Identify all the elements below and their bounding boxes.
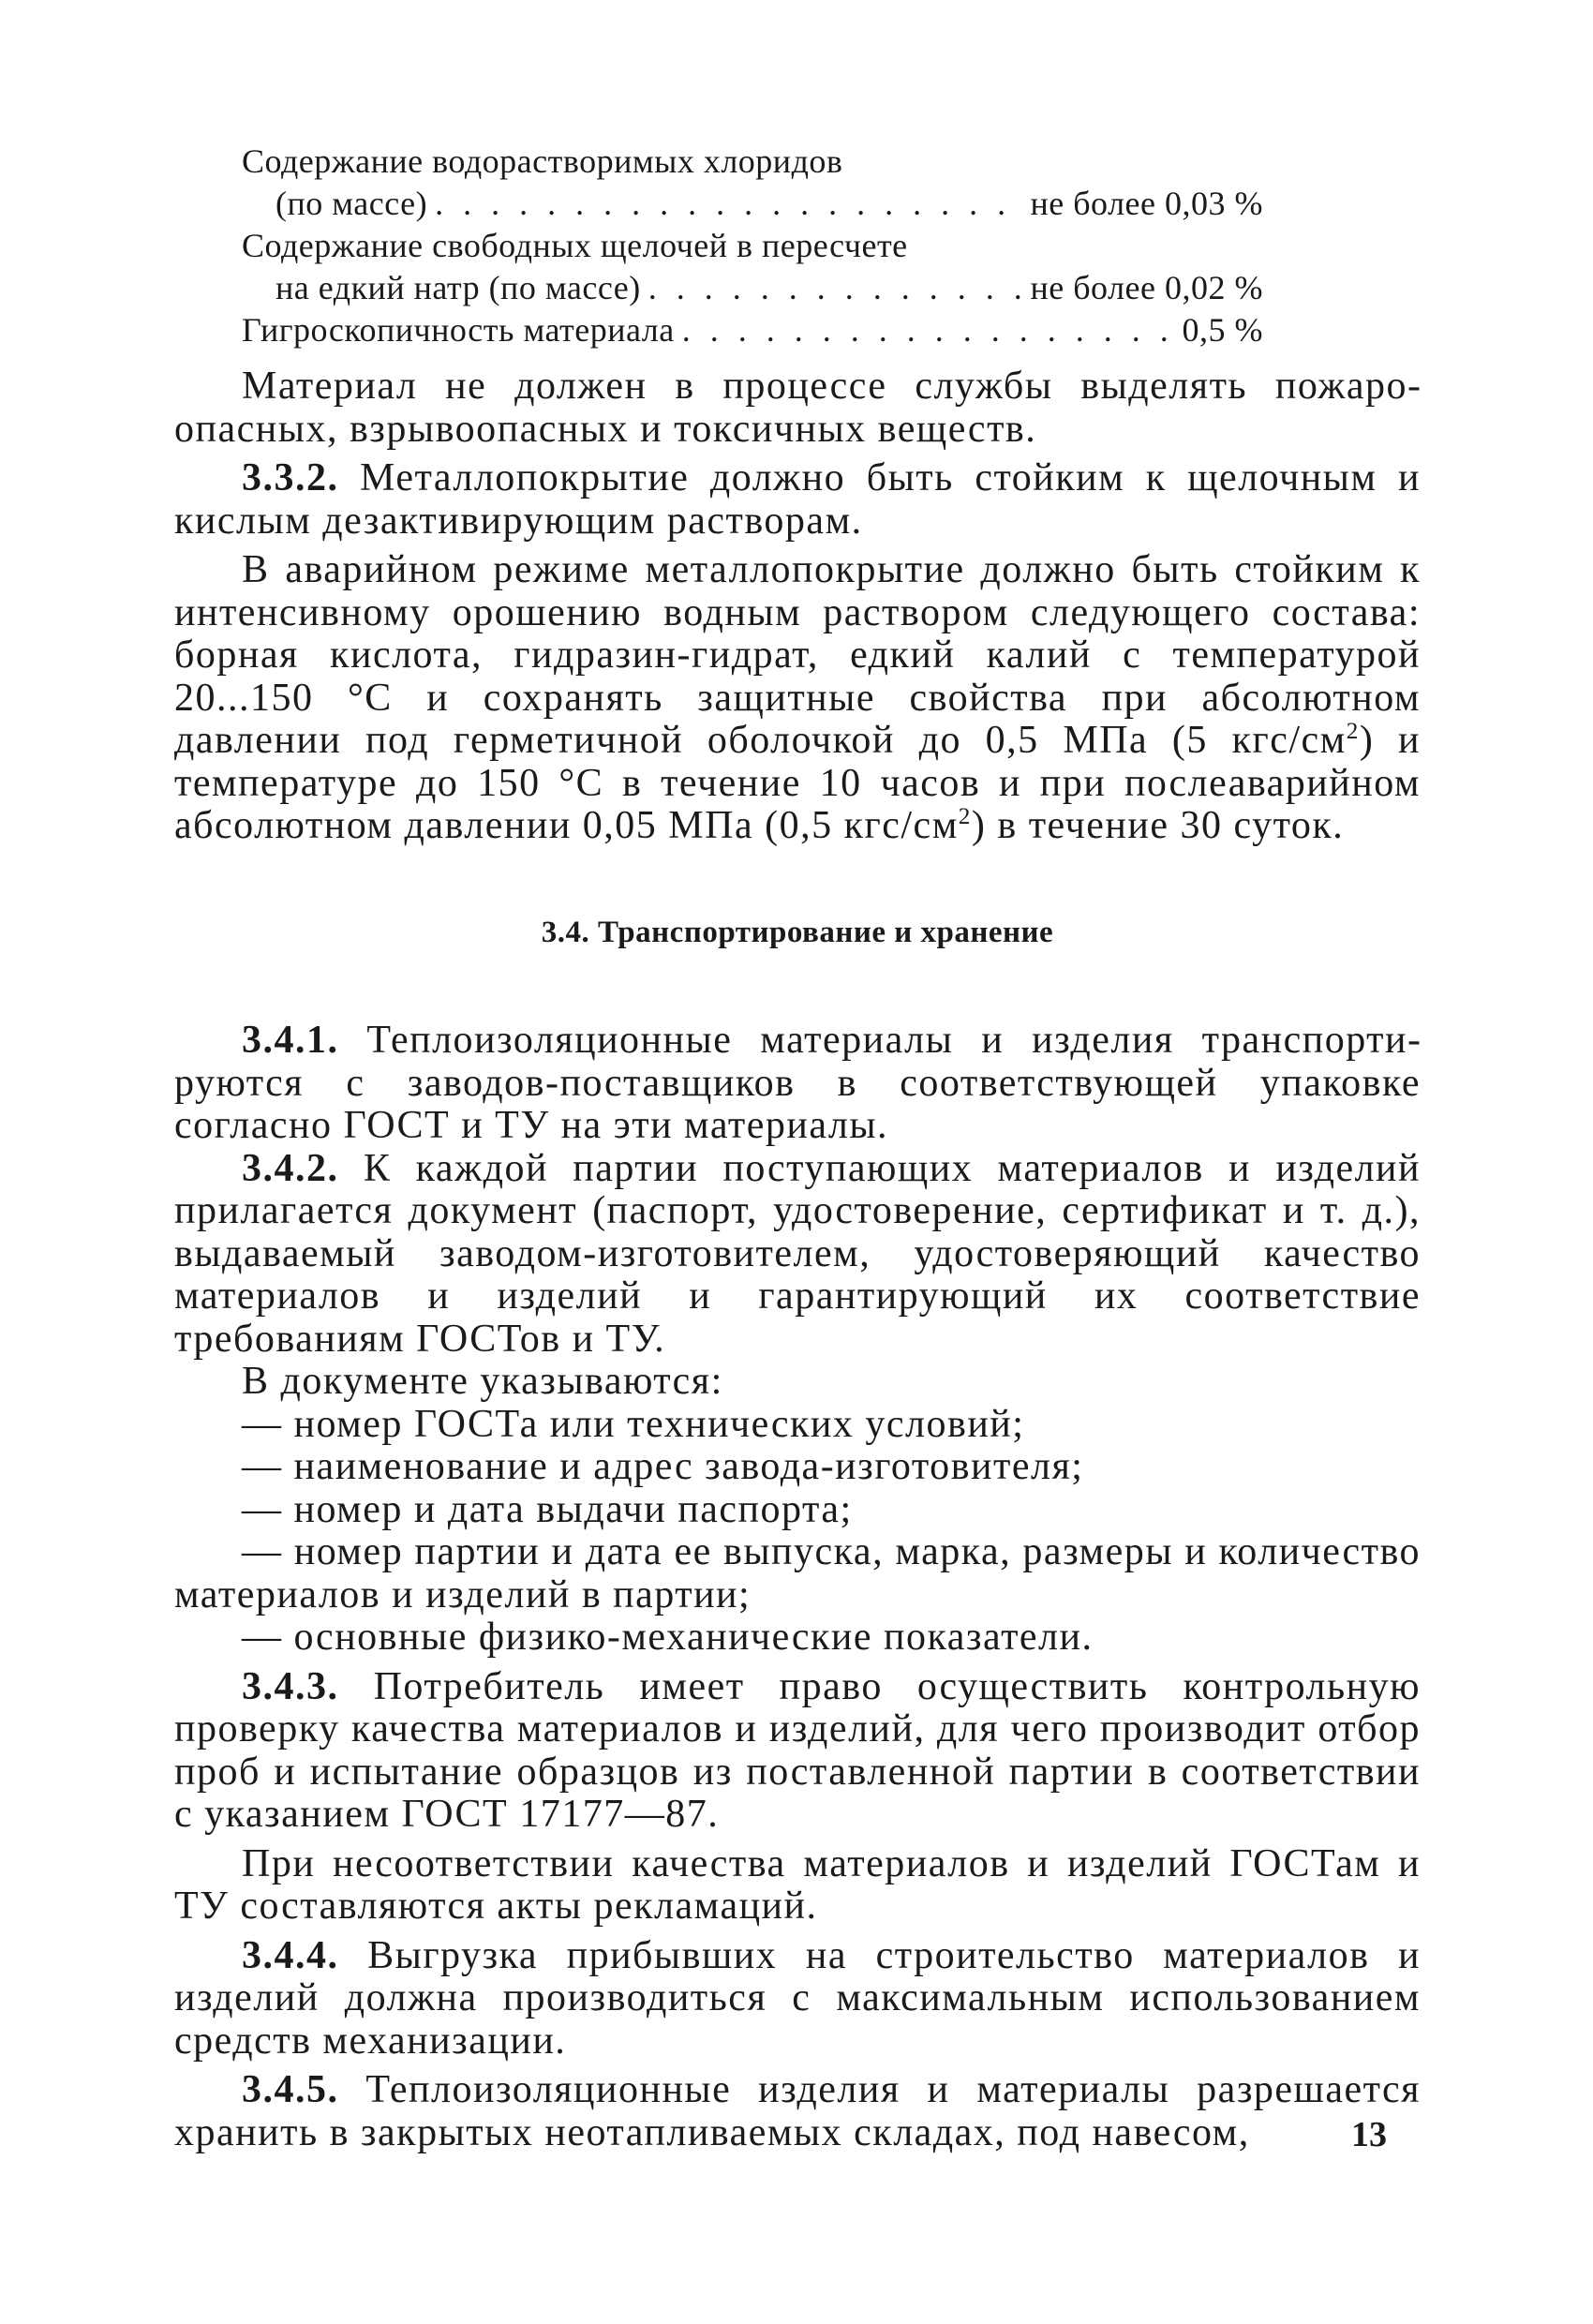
paragraph-text: К каждой партии поступающих материалов и изделий прилагается документ (паспорт, удостоверение, сертификат и т. д.), выдаваемый заводом-изготовителем, удостоверяющий качество материалов и изделий и гарантирующий их соответствие требованиям ГОСТов и ТУ. (174, 1146, 1421, 1361)
paragraph-text: Теплоизоляционные изделия и материалы разрешается хранить в закрытых неотапливаемых складах, под навесом, (174, 2068, 1421, 2154)
paragraph-text: Материал не должен в процессе службы выделять пожароопасных, взрывоопасных и токсичных веществ. (174, 365, 1421, 451)
spec-row (242, 225, 1263, 267)
paragraph-text: В аварийном режиме металлопокрытие должно быть стойким к интенсивному орошению водным раствором следующего состава: борная кислота, гидразин-гидрат, едкий калий с температурой 20...150 °С и сохранять защитные свойства при абсолютном давлении под герметичной оболочкой до 0,5 МПа (5 кгс/см (174, 548, 1421, 762)
superscript: 2 (958, 804, 972, 829)
clause-number: 3.4.3. (242, 1664, 339, 1708)
paragraph-3-4-5 (174, 2069, 1421, 2154)
clause-number: 3.4.4. (242, 1933, 339, 1977)
list-item: — номер партии и дата ее выпуска, марка, размеры и количество материалов и изделий в партии; (174, 1530, 1421, 1616)
paragraph-3-4-2 (174, 1148, 1421, 1362)
dot-leader (648, 267, 1023, 309)
paragraph (174, 549, 1421, 848)
paragraph-text: ) в течение 30 суток. (971, 804, 1345, 847)
section-heading: 3.4. Транспортирование и хранение (541, 915, 1054, 949)
paragraph (174, 1361, 1421, 1404)
page-number: 13 (1351, 2115, 1387, 2154)
clause-number: 3.4.2. (242, 1146, 339, 1190)
clause-number: 3.4.5. (242, 2068, 339, 2111)
spec-label: Гигроскопичность материала (242, 311, 675, 349)
dot-leader (682, 309, 1175, 351)
spec-row (242, 141, 1263, 183)
body-text (174, 365, 1421, 2154)
paragraph-text: В документе указываются: (242, 1360, 723, 1403)
spec-value: не более 0,03 % (1030, 185, 1263, 222)
list-item: — номер и дата выдачи паспорта; (242, 1487, 853, 1531)
spec-label: Содержание свободных щелочей в пересчете (242, 227, 908, 264)
paragraph-text: Металлопокрытие должно быть стойким к щелочным и кислым дезактивирующим растворам. (174, 456, 1421, 543)
paragraph-3-4-3 (174, 1666, 1421, 1837)
specification-list (242, 141, 1263, 351)
spec-row (242, 183, 1263, 225)
paragraph (174, 365, 1421, 451)
spec-label: Содержание водорастворимых хлоридов (242, 142, 843, 180)
spec-value: не более 0,02 % (1030, 269, 1263, 306)
spec-label: (по массе) (275, 185, 428, 222)
superscript: 2 (1346, 719, 1360, 744)
list-item: — основные физико-механические показатели. (242, 1616, 1094, 1659)
dot-leader (435, 183, 1022, 225)
spec-row (242, 309, 1263, 351)
spec-value: 0,5 % (1182, 311, 1263, 349)
paragraph (174, 1843, 1421, 1929)
clause-number: 3.3.2. (242, 456, 339, 499)
spec-row (242, 267, 1263, 309)
list-item: — номер ГОСТа или технических условий; (242, 1402, 1025, 1446)
paragraph-text: При несоответствии качества материалов и изделий ГОСТам и ТУ составляются акты рекламаций. (174, 1841, 1421, 1928)
paragraph-3-4-1 (174, 1020, 1421, 1148)
paragraph-text: ) и температуре до 150 °С в течение 10 часов и при послеаварийном абсолютном давлении 0,05 МПа (0,5 кгс/см (174, 719, 1422, 847)
clause-number: 3.4.1. (242, 1019, 339, 1062)
paragraph-text: Потребитель имеет право осуществить контрольную проверку качества материалов и изделий, для чего производит отбор проб и испытание образцов из поставленной партии в соответствии с указанием ГОСТ 17177—87. (174, 1664, 1421, 1836)
paragraph-3-3-2 (174, 457, 1421, 543)
paragraph-text: Теплоизоляционные материалы и изделия транспортируются с заводов-поставщиков в соответствующей упаковке согласно ГОСТ и ТУ на эти материалы. (174, 1019, 1421, 1147)
spec-label: на едкий натр (по массе) (275, 269, 641, 306)
list-item: — наименование и адрес завода-изготовителя; (242, 1445, 1084, 1488)
paragraph-3-4-4 (174, 1935, 1421, 2063)
paragraph-text: Выгрузка прибывших на строительство материалов и изделий должна производиться с максимальным использованием средств механизации. (174, 1933, 1421, 2063)
